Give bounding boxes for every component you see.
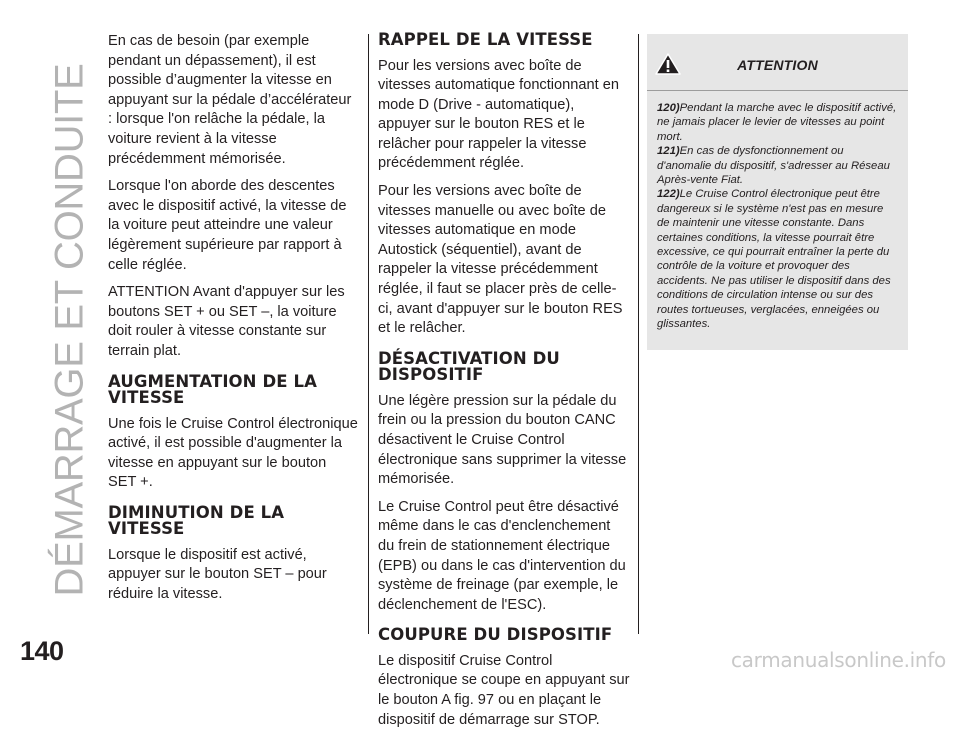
warning-item-text: En cas de dysfonctionnement ou d'anomalie du dispositif, s'adresser au Réseau Après-vente Fiat. [657, 145, 890, 187]
section-heading: DÉSACTIVATION DU DISPOSITIF [378, 348, 560, 385]
warning-header [647, 34, 908, 91]
paragraph: Lorsque le dispositif est activé, appuyer sur le bouton SET – pour réduire la vitesse. [108, 546, 327, 603]
warning-item-number: 120) [657, 102, 680, 114]
paragraph: Une fois le Cruise Control électronique activé, il est possible d'augmenter la vitesse en appuyant sur le bouton SET +. [108, 415, 358, 491]
section-heading: AUGMENTATION DE LA VITESSE [108, 371, 317, 407]
paragraph: Pour les versions avec boîte de vitesses manuelle ou avec boîte de vitesses automatique en mode Autostick (séquentiel), avant de rappeler la vitesse précédemment réglée, il faut se placer près de celle-ci, avant d'appuyer sur le bouton RES et le relâcher. [378, 183, 623, 337]
warning-title: ATTENTION [737, 57, 818, 73]
section-side-title-text: DÉMARRAGE ET CONDUITE [47, 63, 92, 597]
warning-item [657, 187, 898, 331]
text-column-2 [378, 32, 630, 738]
column-divider [368, 34, 369, 634]
paragraph: Lorsque l'on aborde des descentes avec le dispositif activé, la vitesse de la voiture peut atteindre une valeur légèrement supérieure par rapport à celle réglée. [108, 178, 347, 273]
page-number: 140 [20, 636, 64, 666]
warning-item [657, 101, 898, 144]
paragraph: ATTENTION Avant d'appuyer sur les boutons SET + ou SET –, la voiture doit rouler à vitesse constante sur terrain plat. [108, 284, 345, 359]
warning-item-number: 121) [657, 145, 680, 158]
column-divider [638, 34, 639, 634]
warning-box [647, 34, 908, 350]
paragraph: Une légère pression sur la pédale du frein ou la pression du bouton CANC désactivent le Cruise Control électronique sans supprimer la vitesse mémorisée. [378, 392, 627, 488]
warning-item-text: Le Cruise Control électronique peut être dangereux si le système n'est pas en mesure de maintenir une vitesse constante. Dans certaines conditions, la vitesse pourrait être excessive, ce qui pourrait entraîner la perte du contrôle de la voiture et provoquer des accidents. Ne pas utiliser le dispositif dans des conditions de circulation intense ou sur des routes tortueuses, verglacées, enneigées ou glissantes. [657, 188, 891, 331]
paragraph: Le Cruise Control peut être désactivé même dans le cas d'enclenchement du frein de stationnement électrique (EPB) ou dans le cas d'intervention du système de freinage (par exemple, le déclenchement de l'ESC). [378, 498, 626, 613]
text-column-1 [108, 32, 358, 613]
paragraph: En cas de besoin (par exemple pendant un dépassement), il est possible d’augmenter la vitesse en appuyant sur la pédale d’accélérateur : lorsque l'on relâche la pédale, la voiture revient à la vitesse précédemment mémorisée. [108, 33, 352, 167]
warning-body [647, 91, 908, 332]
paragraph: Pour les versions avec boîte de vitesses automatique fonctionnant en mode D (Drive - automatique), appuyer sur le bouton RES et le relâcher pour rappeler la vitesse précédemment réglée. [378, 57, 619, 172]
warning-item-text: Pendant la marche avec le dispositif activé, ne jamais placer le levier de vitesses au point mort. [657, 102, 897, 143]
section-heading: COUPURE DU DISPOSITIF [378, 625, 613, 645]
watermark: carmanualsonline.info [730, 648, 946, 672]
warning-item-number: 122) [657, 188, 680, 201]
section-heading: DIMINUTION DE LA VITESSE [108, 502, 285, 539]
paragraph: Le dispositif Cruise Control électronique se coupe en appuyant sur le bouton A fig. 97 ou en plaçant le dispositif de démarrage sur STOP. [378, 652, 630, 728]
warning-item [657, 144, 898, 187]
section-heading: RAPPEL DE LA VITESSE [378, 30, 593, 49]
